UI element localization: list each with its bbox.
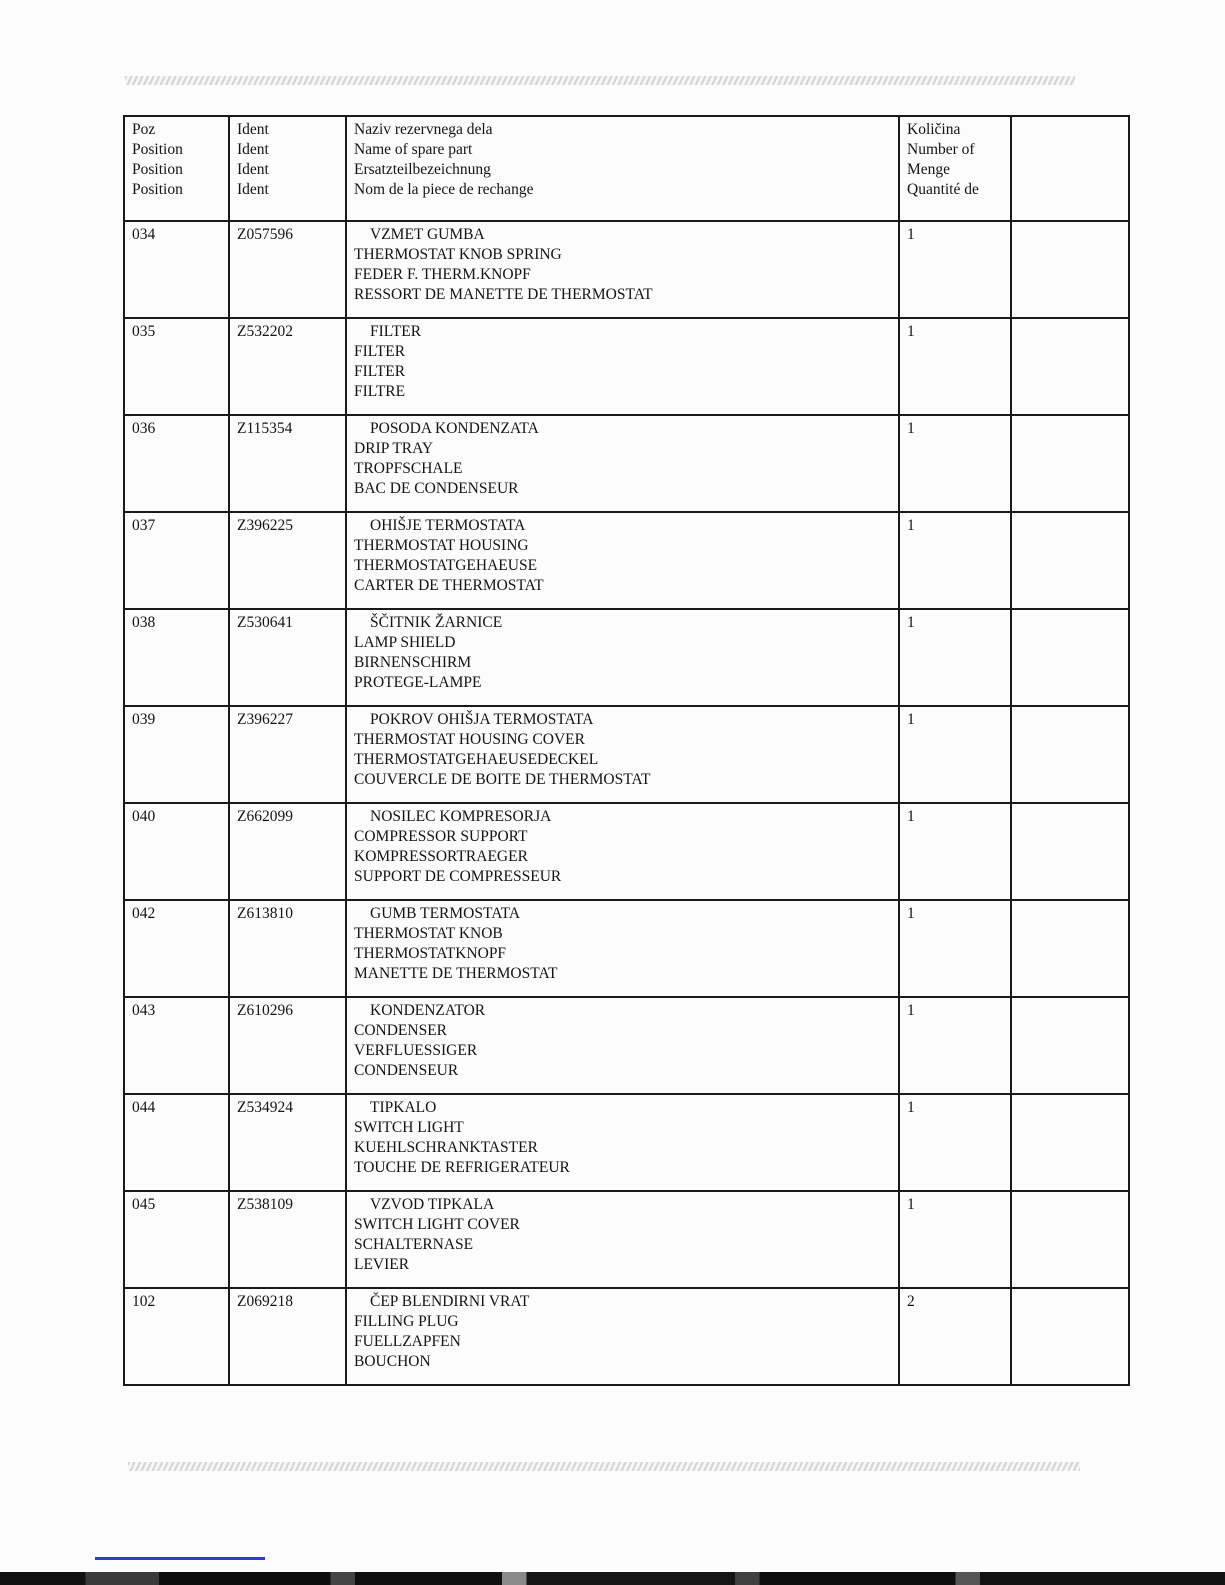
cell-quantity: 1 bbox=[899, 997, 1011, 1094]
header-quantity-line: Quantité de bbox=[907, 181, 979, 198]
cell-position: 035 bbox=[124, 318, 229, 415]
spare-part-name-line: THERMOSTATKNOPF bbox=[354, 945, 507, 962]
cell-ident: Z530641 bbox=[229, 609, 346, 706]
cell-quantity: 1 bbox=[899, 706, 1011, 803]
table-row bbox=[124, 803, 1129, 900]
header-position-line: Poz bbox=[132, 121, 156, 138]
cell-ident: Z532202 bbox=[229, 318, 346, 415]
cell-spare-part-name bbox=[346, 1094, 899, 1191]
header-position-line: Position bbox=[132, 161, 183, 178]
cell-empty bbox=[1011, 609, 1129, 706]
spare-part-name-line: BOUCHON bbox=[354, 1353, 431, 1370]
spare-part-name-line: GUMB TERMOSTATA bbox=[370, 905, 521, 922]
header-ident-line: Ident bbox=[237, 161, 269, 178]
spare-part-name-line: TIPKALO bbox=[370, 1099, 437, 1116]
header-spare-part-name bbox=[346, 116, 899, 221]
table-row bbox=[124, 1288, 1129, 1385]
header-quantity-line: Količina bbox=[907, 121, 961, 138]
spare-part-name-line: BIRNENSCHIRM bbox=[354, 654, 472, 671]
spare-part-name-line: KONDENZATOR bbox=[370, 1002, 486, 1019]
table-row bbox=[124, 900, 1129, 997]
cell-empty bbox=[1011, 1094, 1129, 1191]
spare-part-name-line: MANETTE DE THERMOSTAT bbox=[354, 965, 558, 982]
cell-position: 036 bbox=[124, 415, 229, 512]
header-empty bbox=[1011, 116, 1129, 221]
cell-quantity: 1 bbox=[899, 900, 1011, 997]
header-quantity bbox=[899, 116, 1011, 221]
cell-ident: Z613810 bbox=[229, 900, 346, 997]
cell-empty bbox=[1011, 706, 1129, 803]
spare-part-name-line: RESSORT DE MANETTE DE THERMOSTAT bbox=[354, 286, 653, 303]
cell-ident: Z396227 bbox=[229, 706, 346, 803]
cell-empty bbox=[1011, 900, 1129, 997]
spare-part-name-line: POKROV OHIŠJA TERMOSTATA bbox=[370, 711, 594, 728]
header-name-line: Ersatzteilbezeichnung bbox=[354, 161, 491, 178]
spare-part-name-line: ČEP BLENDIRNI VRAT bbox=[370, 1293, 530, 1310]
spare-part-name-line: ŠČITNIK ŽARNICE bbox=[370, 614, 503, 631]
cell-position: 039 bbox=[124, 706, 229, 803]
spare-part-name-line: CONDENSER bbox=[354, 1022, 448, 1039]
header-ident-line: Ident bbox=[237, 181, 269, 198]
spare-part-name-line: THERMOSTAT HOUSING bbox=[354, 537, 529, 554]
cell-quantity: 1 bbox=[899, 221, 1011, 318]
header-position-line: Position bbox=[132, 181, 183, 198]
cell-position: 038 bbox=[124, 609, 229, 706]
cell-position: 102 bbox=[124, 1288, 229, 1385]
spare-part-name-line: OHIŠJE TERMOSTATA bbox=[370, 517, 526, 534]
header-quantity-line: Menge bbox=[907, 161, 951, 178]
cell-ident: Z396225 bbox=[229, 512, 346, 609]
table-row bbox=[124, 221, 1129, 318]
cell-position: 043 bbox=[124, 997, 229, 1094]
cell-quantity: 1 bbox=[899, 609, 1011, 706]
cell-position: 044 bbox=[124, 1094, 229, 1191]
header-name-line: Naziv rezervnega dela bbox=[354, 121, 493, 138]
spare-part-name-line: VERFLUESSIGER bbox=[354, 1042, 478, 1059]
decorative-hatch-top bbox=[125, 76, 1075, 85]
cell-position: 034 bbox=[124, 221, 229, 318]
spare-part-name-line: FILTER bbox=[354, 363, 406, 380]
cell-empty bbox=[1011, 997, 1129, 1094]
cell-position: 037 bbox=[124, 512, 229, 609]
spare-part-name-line: SWITCH LIGHT COVER bbox=[354, 1216, 520, 1233]
spare-part-name-line: BAC DE CONDENSEUR bbox=[354, 480, 519, 497]
spare-part-name-line: THERMOSTAT KNOB SPRING bbox=[354, 246, 562, 263]
cell-quantity: 1 bbox=[899, 1094, 1011, 1191]
table-row bbox=[124, 512, 1129, 609]
spare-part-name-line: FILTRE bbox=[354, 383, 406, 400]
cell-ident: Z534924 bbox=[229, 1094, 346, 1191]
header-quantity-line: Number of bbox=[907, 141, 975, 158]
spare-part-name-line: COUVERCLE DE BOITE DE THERMOSTAT bbox=[354, 771, 651, 788]
spare-part-name-line: POSODA KONDENZATA bbox=[370, 420, 539, 437]
cell-spare-part-name bbox=[346, 609, 899, 706]
spare-part-name-line: THERMOSTATGEHAEUSEDECKEL bbox=[354, 751, 599, 768]
cell-empty bbox=[1011, 1288, 1129, 1385]
table-row bbox=[124, 1094, 1129, 1191]
header-ident-line: Ident bbox=[237, 141, 269, 158]
cell-spare-part-name bbox=[346, 318, 899, 415]
cell-quantity: 1 bbox=[899, 803, 1011, 900]
spare-part-name-line: SCHALTERNASE bbox=[354, 1236, 474, 1253]
cell-spare-part-name bbox=[346, 1191, 899, 1288]
table-row bbox=[124, 706, 1129, 803]
cell-quantity: 1 bbox=[899, 512, 1011, 609]
spare-part-name-line: TROPFSCHALE bbox=[354, 460, 463, 477]
spare-part-name-line: FILTER bbox=[370, 323, 422, 340]
cell-spare-part-name bbox=[346, 803, 899, 900]
cell-quantity: 1 bbox=[899, 415, 1011, 512]
table-row bbox=[124, 415, 1129, 512]
cell-ident: Z610296 bbox=[229, 997, 346, 1094]
spare-part-name-line: VZMET GUMBA bbox=[370, 226, 485, 243]
cell-ident: Z115354 bbox=[229, 415, 346, 512]
cell-spare-part-name bbox=[346, 415, 899, 512]
spare-part-name-line: FILLING PLUG bbox=[354, 1313, 459, 1330]
cell-quantity: 2 bbox=[899, 1288, 1011, 1385]
spare-part-name-line: FUELLZAPFEN bbox=[354, 1333, 461, 1350]
header-position bbox=[124, 116, 229, 221]
spare-part-name-line: PROTEGE-LAMPE bbox=[354, 674, 482, 691]
cell-spare-part-name bbox=[346, 900, 899, 997]
cell-ident: Z662099 bbox=[229, 803, 346, 900]
cell-empty bbox=[1011, 221, 1129, 318]
cell-position: 045 bbox=[124, 1191, 229, 1288]
table-row bbox=[124, 997, 1129, 1094]
spare-part-name-line: THERMOSTAT KNOB bbox=[354, 925, 503, 942]
cell-ident: Z057596 bbox=[229, 221, 346, 318]
decorative-hatch-bottom bbox=[128, 1462, 1080, 1471]
header-ident bbox=[229, 116, 346, 221]
cell-spare-part-name bbox=[346, 706, 899, 803]
header-name-line: Name of spare part bbox=[354, 141, 473, 158]
cell-empty bbox=[1011, 512, 1129, 609]
spare-part-name-line: DRIP TRAY bbox=[354, 440, 434, 457]
cell-empty bbox=[1011, 318, 1129, 415]
spare-part-name-line: NOSILEC KOMPRESORJA bbox=[370, 808, 552, 825]
spare-part-name-line: SWITCH LIGHT bbox=[354, 1119, 464, 1136]
spare-parts-table bbox=[123, 115, 1130, 1386]
spare-part-name-line: FILTER bbox=[354, 343, 406, 360]
spare-part-name-line: TOUCHE DE REFRIGERATEUR bbox=[354, 1159, 570, 1176]
spare-part-name-line: LAMP SHIELD bbox=[354, 634, 456, 651]
scan-edge-strip bbox=[0, 1572, 1225, 1585]
cell-position: 042 bbox=[124, 900, 229, 997]
cell-quantity: 1 bbox=[899, 1191, 1011, 1288]
header-ident-line: Ident bbox=[237, 121, 269, 138]
cell-empty bbox=[1011, 803, 1129, 900]
cell-ident: Z069218 bbox=[229, 1288, 346, 1385]
cell-ident: Z538109 bbox=[229, 1191, 346, 1288]
spare-part-name-line: SUPPORT DE COMPRESSEUR bbox=[354, 868, 562, 885]
spare-part-name-line: CONDENSEUR bbox=[354, 1062, 459, 1079]
spare-part-name-line: THERMOSTATGEHAEUSE bbox=[354, 557, 538, 574]
cell-spare-part-name bbox=[346, 1288, 899, 1385]
table-row bbox=[124, 1191, 1129, 1288]
spare-part-name-line: CARTER DE THERMOSTAT bbox=[354, 577, 544, 594]
cell-quantity: 1 bbox=[899, 318, 1011, 415]
cell-spare-part-name bbox=[346, 221, 899, 318]
header-position-line: Position bbox=[132, 141, 183, 158]
cell-empty bbox=[1011, 415, 1129, 512]
table-header-row bbox=[124, 116, 1129, 221]
header-name-line: Nom de la piece de rechange bbox=[354, 181, 534, 198]
spare-part-name-line: KOMPRESSORTRAEGER bbox=[354, 848, 528, 865]
cell-position: 040 bbox=[124, 803, 229, 900]
spare-part-name-line: COMPRESSOR SUPPORT bbox=[354, 828, 528, 845]
spare-part-name-line: VZVOD TIPKALA bbox=[370, 1196, 495, 1213]
cell-empty bbox=[1011, 1191, 1129, 1288]
cell-spare-part-name bbox=[346, 512, 899, 609]
spare-part-name-line: FEDER F. THERM.KNOPF bbox=[354, 266, 531, 283]
spare-part-name-line: THERMOSTAT HOUSING COVER bbox=[354, 731, 585, 748]
spare-part-name-line: KUEHLSCHRANKTASTER bbox=[354, 1139, 538, 1156]
spare-part-name-line: LEVIER bbox=[354, 1256, 410, 1273]
table-row bbox=[124, 318, 1129, 415]
table-row bbox=[124, 609, 1129, 706]
page-bottom-blue-line bbox=[95, 1557, 265, 1560]
cell-spare-part-name bbox=[346, 997, 899, 1094]
